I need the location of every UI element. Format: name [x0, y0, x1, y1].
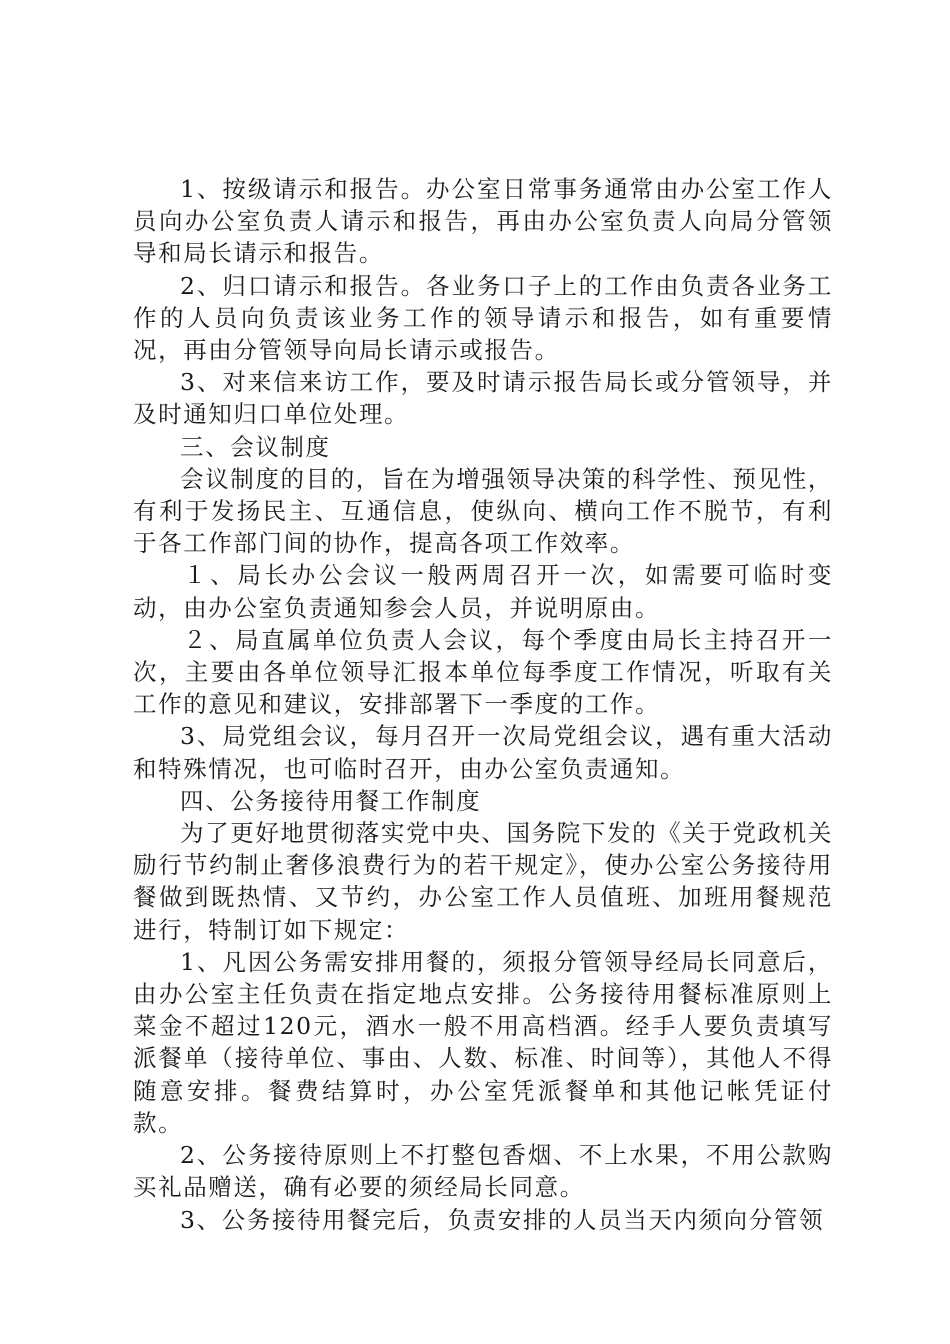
paragraph-unit-heads-meeting: ２、局直属单位负责人会议，每个季度由局长主持召开一次，主要由各单位领导汇报本单位每季度工作情况，听取有关工作的意见和建议，安排部署下一季度的工作。 [133, 625, 833, 719]
paragraph-reception-rule-3: 3、公务接待用餐完后，负责安排的人员当天内须向分管领 [180, 1205, 825, 1234]
paragraph-letters-visits: 3、对来信来访工作，要及时请示报告局长或分管领导，并及时通知归口单位处理。 [133, 368, 833, 429]
paragraph-meeting-purpose: 会议制度的目的，旨在为增强领导决策的科学性、预见性，有利于发扬民主、互通信息，使纵向、横向工作不脱节，有利于各工作部门间的协作，提高各项工作效率。 [133, 464, 833, 558]
paragraph-reception-intro: 为了更好地贯彻落实党中央、国务院下发的《关于党政机关励行节约制止奢侈浪费行为的若干规定》，使办公室公务接待用餐做到既热情、又节约，办公室工作人员值班、加班用餐规范进行，特制订如下规定： [133, 819, 833, 944]
section-heading-meeting-system: 三、会议制度 [180, 432, 331, 461]
paragraph-reception-rule-1: 1、凡因公务需安排用餐的，须报分管领导经局长同意后，由办公室主任负责在指定地点安排。公务接待用餐标准原则上菜金不超过120元，酒水一般不用高档酒。经手人要负责填写派餐单（接待单位、事由、人数、标准、时间等），其他人不得随意安排。餐费结算时，办公室凭派餐单和其他记帐凭证付款。 [133, 947, 833, 1137]
paragraph-party-group-meeting: 3、局党组会议，每月召开一次局党组会议，遇有重大活动和特殊情况，也可临时召开，由办公室负责通知。 [133, 722, 833, 783]
document-body [133, 173, 833, 1236]
paragraph-report-by-category: 2、归口请示和报告。各业务口子上的工作由负责各业务工作的人员向负责该业务工作的领导请示和报告，如有重要情况，再由分管领导向局长请示或报告。 [133, 271, 833, 365]
paragraph-report-by-level: 1、按级请示和报告。办公室日常事务通常由办公室工作人员向办公室负责人请示和报告，再由办公室负责人向局分管领导和局长请示和报告。 [133, 175, 833, 268]
paragraph-director-meeting: １、局长办公会议一般两周召开一次，如需要可临时变动，由办公室负责通知参会人员，并说明原由。 [133, 561, 833, 622]
section-heading-reception-dining: 四、公务接待用餐工作制度 [180, 786, 482, 815]
paragraph-reception-rule-2: 2、公务接待原则上不打整包香烟、不上水果，不用公款购买礼品赠送，确有必要的须经局长同意。 [133, 1141, 833, 1202]
